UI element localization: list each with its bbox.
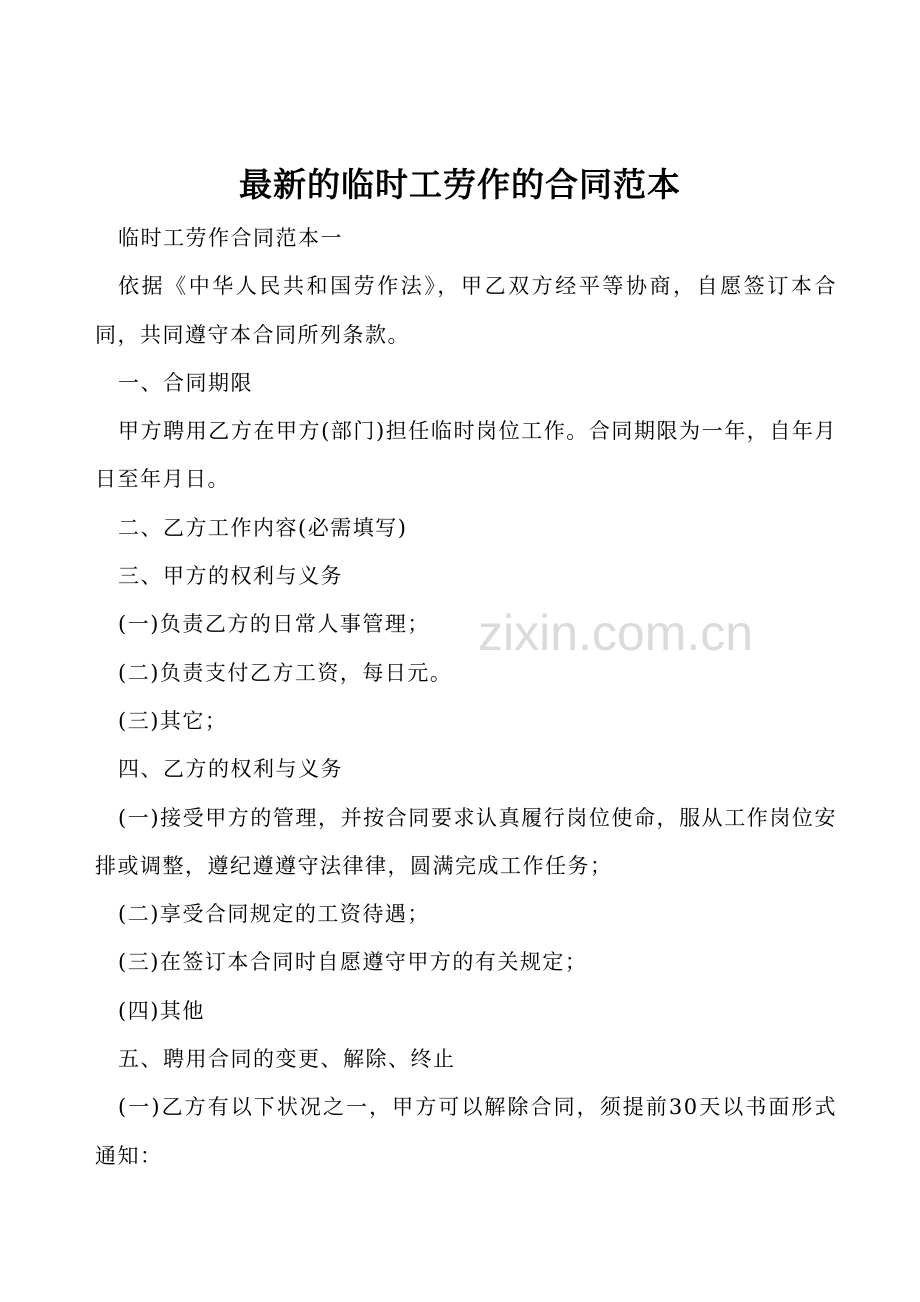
clause-item: (一)接受甲方的管理，并按合同要求认真履行岗位使命，服从工作岗位安排或调整，遵纪遵遵守法律律，圆满完成工作任务； [95, 805, 837, 878]
clause-item: (三)其它； [118, 708, 228, 733]
paragraph-term: 甲方聘用乙方在甲方(部门)担任临时岗位工作。合同期限为一年，自年月日至年月日。 [95, 419, 837, 492]
clause-item: (一)负责乙方的日常人事管理； [118, 612, 430, 637]
document-title: 最新的临时工劳作的合同范本 [239, 165, 681, 204]
section-heading-term: 一、合同期限 [118, 370, 253, 395]
clause-item: (二)享受合同规定的工资待遇； [118, 902, 430, 927]
section-heading-party-b-rights: 四、乙方的权利与义务 [118, 757, 343, 782]
clause-item: (一)乙方有以下状况之一，甲方可以解除合同，须提前30天以书面形式通知： [95, 1095, 837, 1168]
document-body [95, 214, 837, 1180]
paragraph-preamble: 依据《中华人民共和国劳作法》，甲乙双方经平等协商，自愿签订本合同，共同遵守本合同所列条款。 [95, 274, 837, 347]
paragraph-subtitle: 临时工劳作合同范本一 [118, 226, 343, 250]
section-heading-work-content: 二、乙方工作内容(必需填写) [118, 515, 408, 540]
clause-item: (四)其他 [118, 998, 205, 1023]
section-heading-party-a-rights: 三、甲方的权利与义务 [118, 564, 343, 589]
clause-item: (二)负责支付乙方工资，每日元。 [118, 660, 453, 685]
section-heading-change-termination: 五、聘用合同的变更、解除、终止 [118, 1047, 456, 1072]
clause-item: (三)在签订本合同时自愿遵守甲方的有关规定； [118, 950, 588, 975]
watermark: zixin.com.cn [478, 605, 754, 661]
